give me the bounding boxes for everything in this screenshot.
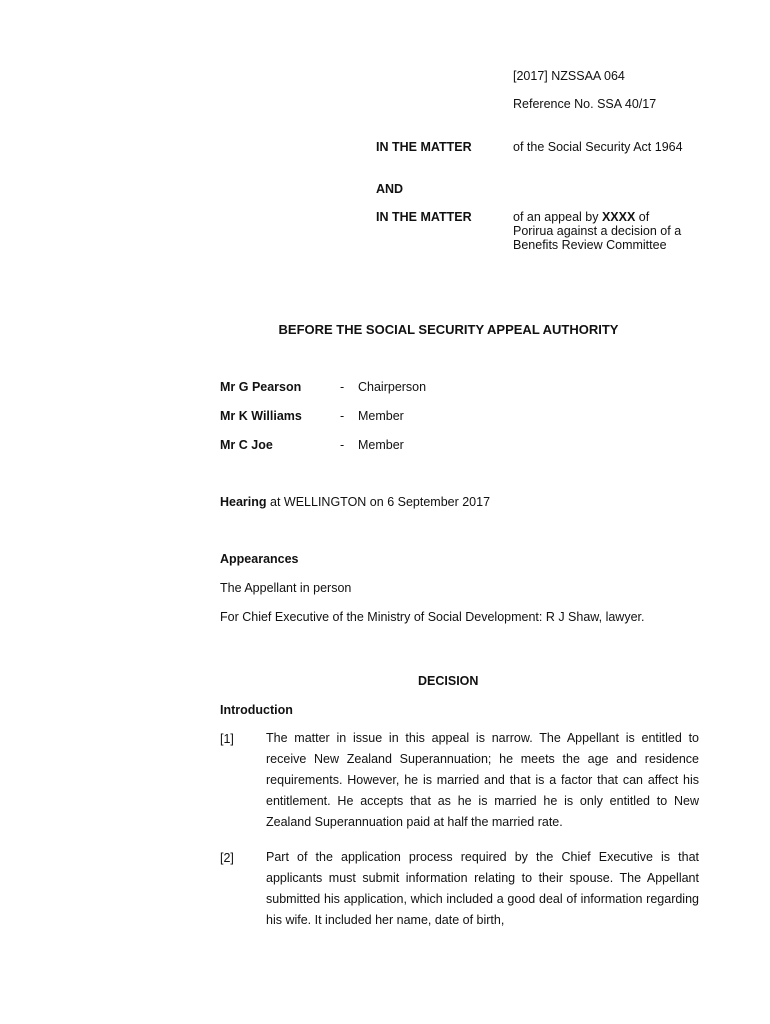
panel-name-1: Mr G Pearson xyxy=(220,380,302,394)
paragraph-number: [1] xyxy=(220,732,234,746)
matter-text-2: of an appeal by XXXX of Porirua against a decision of a Benefits Review Committee xyxy=(513,210,682,252)
appearances-heading: Appearances xyxy=(220,552,299,566)
appearance-line-2: For Chief Executive of the Ministry of Social Development: R J Shaw, lawyer. xyxy=(220,610,645,624)
and-label: AND xyxy=(376,182,404,196)
appearance-line-1: The Appellant in person xyxy=(220,581,352,595)
panel-role-3: Member xyxy=(358,438,404,452)
matter-label-2: IN THE MATTER xyxy=(376,210,472,224)
paragraph-text: Part of the application process required by the Chief Executive is that applicants must submit information relating to their spouse. The Appellant submitted his application, which included a good deal of information regarding his wife. It included her name, date of birth, xyxy=(266,850,699,927)
panel-dash-2: - xyxy=(340,409,345,423)
appellant-name-redacted: XXXX xyxy=(601,210,636,224)
panel-dash-3: - xyxy=(340,438,345,452)
panel-role-1: Chairperson xyxy=(358,380,427,394)
hearing-text: at WELLINGTON on 6 September 2017 xyxy=(266,495,491,509)
panel-dash-1: - xyxy=(340,380,345,394)
reference-number: Reference No. SSA 40/17 xyxy=(513,97,657,111)
citation: [2017] NZSSAA 064 xyxy=(513,69,625,83)
decision-heading: DECISION xyxy=(418,674,479,688)
panel-name-2: Mr K Williams xyxy=(220,409,302,423)
matter-text-1: of the Social Security Act 1964 xyxy=(513,140,683,154)
hearing-line xyxy=(220,495,490,509)
matter-label-1: IN THE MATTER xyxy=(376,140,472,154)
paragraph-text: The matter in issue in this appeal is narrow. The Appellant is entitled to receive New Zealand Superannuation; he meets the age and residence requirements. However, he is married and that is a factor that can affect his entitlement. He accepts that as he is married he is only entitled to New Zealand Superannuation paid at half the married rate. xyxy=(266,731,699,829)
introduction-heading: Introduction xyxy=(220,703,293,717)
panel-role-2: Member xyxy=(358,409,404,423)
panel-name-3: Mr C Joe xyxy=(220,438,273,452)
paragraph-number: [2] xyxy=(220,851,234,865)
hearing-label: Hearing xyxy=(220,495,267,509)
authority-title: BEFORE THE SOCIAL SECURITY APPEAL AUTHORITY xyxy=(278,322,619,337)
